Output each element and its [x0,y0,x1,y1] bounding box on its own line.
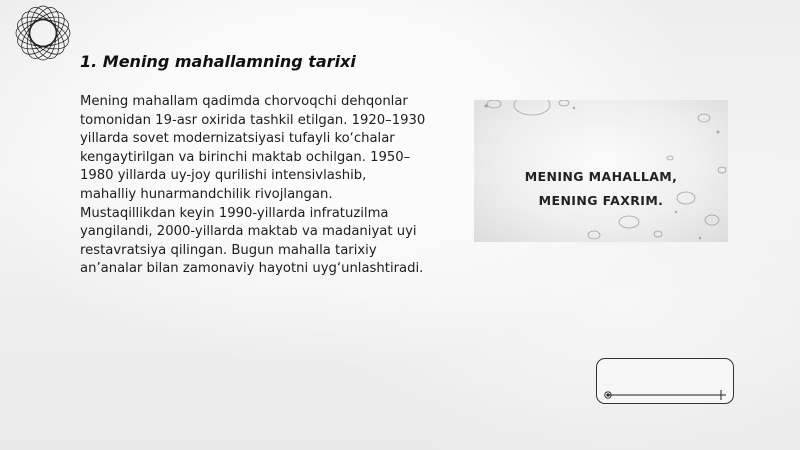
slide-title: 1. Mening mahallamning tarixi [80,52,356,71]
card-heading-line-2: MENING FAXRIM. [538,193,664,208]
slider-widget[interactable] [596,358,734,404]
slider-track [597,359,735,405]
title-card [474,100,728,242]
card-heading-line-1: MENING MAHALLAM, [524,169,678,184]
body-paragraph: Mening mahallam qadimda chorvoqchi dehqonlar tomonidan 19-asr oxirida tashkil etilgan. 1920–1930 yillarda sovet modernizatsiyasi tufayli ko‘chalar kengaytirilgan va birinchi maktab ochilgan. 1950–1980 yillarda uy-joy qurilishi intensivlashib, mahalliy hunarmandchilik rivojlangan. Mustaqillikdan keyin 1990-yillarda infratuzilma yangilandi, 2000-yillarda maktab va madaniyat uyi restavratsiya qilingan. Bugun mahalla tarixiy an’analar bilan zamonaviy hayotni uyg‘unlashtiradi. [80,94,426,277]
plus-icon[interactable] [716,390,726,400]
mandala-icon [4,4,82,62]
